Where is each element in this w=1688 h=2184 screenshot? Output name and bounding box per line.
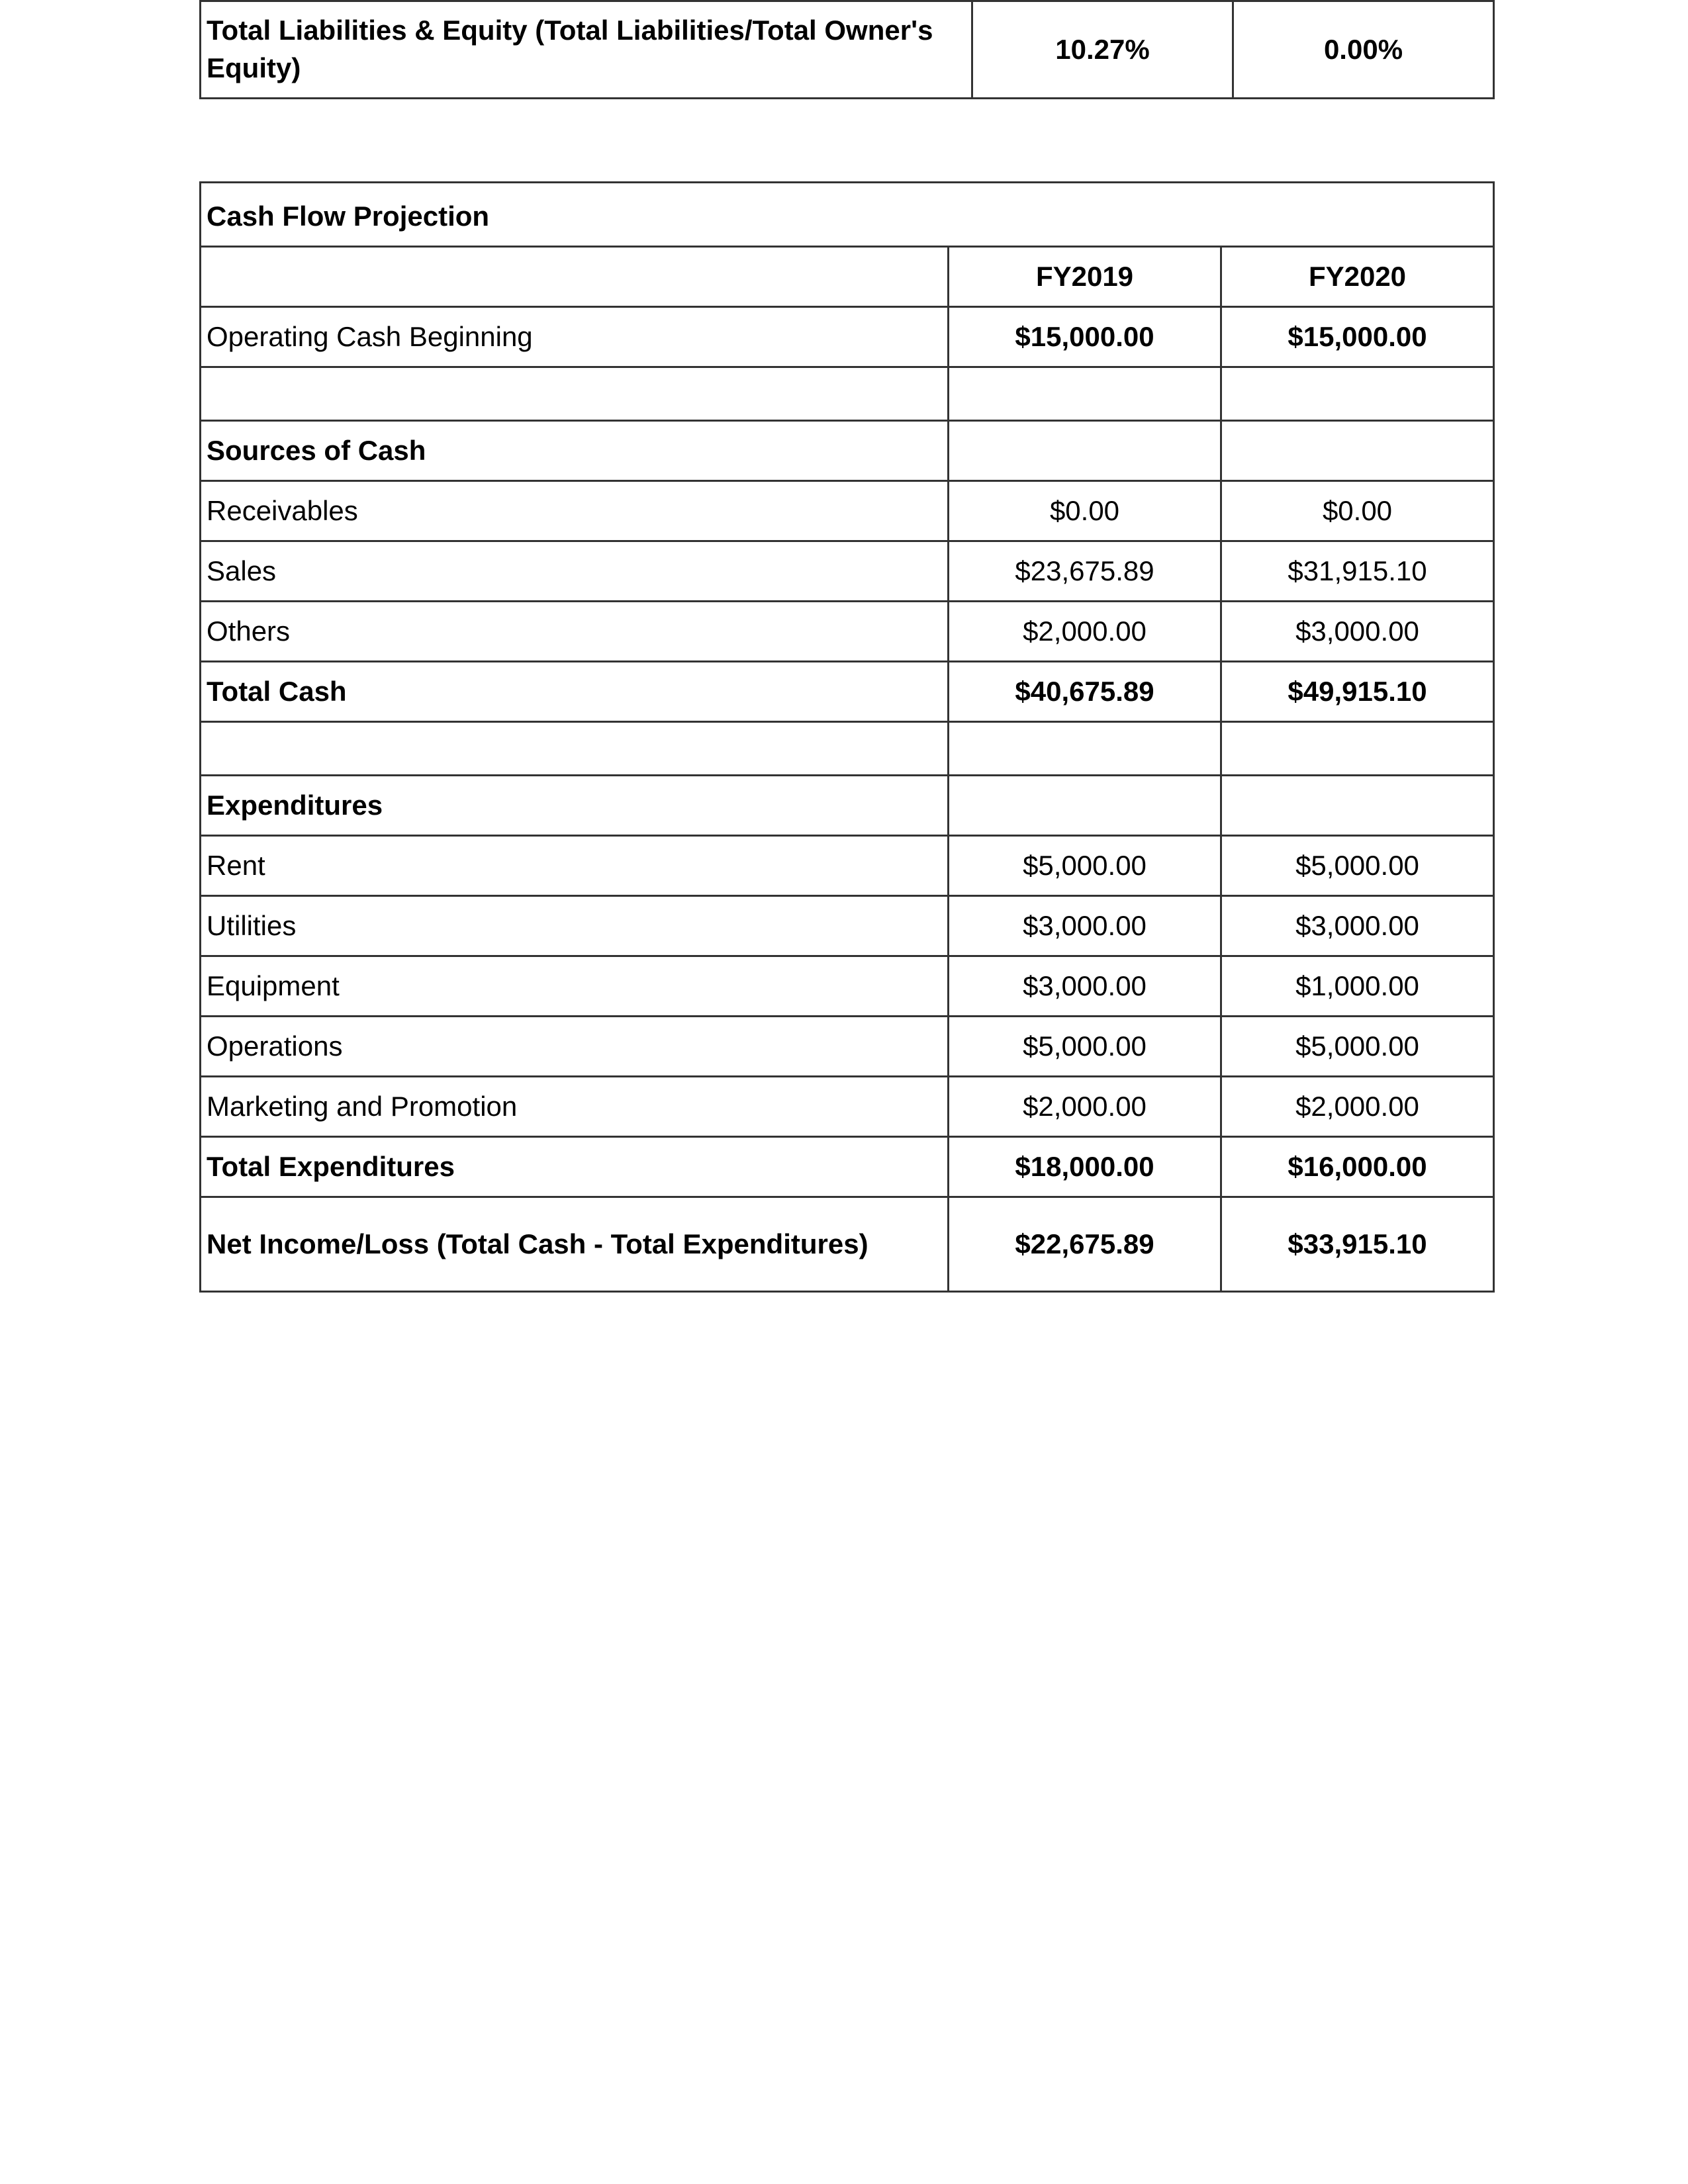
cell-fy2019: $15,000.00 xyxy=(949,307,1221,367)
row-label: Sales xyxy=(201,541,949,602)
table-row xyxy=(201,1077,1494,1137)
empty-cell xyxy=(949,421,1221,481)
table-row xyxy=(201,481,1494,541)
ratio-label: Total Liabilities & Equity (Total Liabilities/Total Owner's Equity) xyxy=(201,1,972,99)
total-expenditures-row xyxy=(201,1137,1494,1197)
section-heading-row xyxy=(201,421,1494,481)
cell-fy2020: $2,000.00 xyxy=(1221,1077,1494,1137)
ratio-table xyxy=(199,0,1495,99)
row-label: Others xyxy=(201,602,949,662)
empty-cell xyxy=(1221,722,1494,776)
cash-flow-table xyxy=(199,181,1495,1293)
row-label: Net Income/Loss (Total Cash - Total Expenditures) xyxy=(201,1197,949,1292)
cell-fy2019: $22,675.89 xyxy=(949,1197,1221,1292)
cell-fy2020: $49,915.10 xyxy=(1221,662,1494,722)
cell-fy2019: $2,000.00 xyxy=(949,602,1221,662)
cell-fy2019: $40,675.89 xyxy=(949,662,1221,722)
table-row xyxy=(201,956,1494,1017)
net-income-row xyxy=(201,1197,1494,1292)
table-row xyxy=(201,896,1494,956)
cell-fy2020: $5,000.00 xyxy=(1221,1017,1494,1077)
cell-fy2020: $15,000.00 xyxy=(1221,307,1494,367)
cell-fy2020: $16,000.00 xyxy=(1221,1137,1494,1197)
empty-cell xyxy=(949,367,1221,421)
expenditures-heading: Expenditures xyxy=(201,776,949,836)
empty-cell xyxy=(1221,367,1494,421)
table-row xyxy=(201,602,1494,662)
table-row xyxy=(201,1017,1494,1077)
cell-fy2020: $31,915.10 xyxy=(1221,541,1494,602)
row-label: Marketing and Promotion xyxy=(201,1077,949,1137)
empty-cell xyxy=(949,722,1221,776)
section-heading-row xyxy=(201,776,1494,836)
sources-heading: Sources of Cash xyxy=(201,421,949,481)
cell-fy2020: $1,000.00 xyxy=(1221,956,1494,1017)
row-label: Receivables xyxy=(201,481,949,541)
cell-fy2020: $0.00 xyxy=(1221,481,1494,541)
row-label: Rent xyxy=(201,836,949,896)
column-header-row xyxy=(201,247,1494,307)
row-label: Total Cash xyxy=(201,662,949,722)
table-row xyxy=(201,541,1494,602)
ratio-value-1: 10.27% xyxy=(972,1,1233,99)
cell-fy2019: $3,000.00 xyxy=(949,896,1221,956)
cell-fy2019: $0.00 xyxy=(949,481,1221,541)
column-header-fy2020: FY2020 xyxy=(1221,247,1494,307)
table-row xyxy=(201,836,1494,896)
empty-cell xyxy=(201,367,949,421)
row-label: Operations xyxy=(201,1017,949,1077)
table-title: Cash Flow Projection xyxy=(201,183,1494,247)
empty-cell xyxy=(201,722,949,776)
cell-fy2019: $5,000.00 xyxy=(949,1017,1221,1077)
spacer-row xyxy=(201,367,1494,421)
operating-cash-row xyxy=(201,307,1494,367)
spacer-row xyxy=(201,722,1494,776)
cell-fy2020: $5,000.00 xyxy=(1221,836,1494,896)
cell-fy2019: $23,675.89 xyxy=(949,541,1221,602)
cell-fy2019: $3,000.00 xyxy=(949,956,1221,1017)
cell-fy2020: $3,000.00 xyxy=(1221,896,1494,956)
empty-cell xyxy=(949,776,1221,836)
table-title-row xyxy=(201,183,1494,247)
ratio-value-2: 0.00% xyxy=(1233,1,1494,99)
header-empty-cell xyxy=(201,247,949,307)
row-label: Total Expenditures xyxy=(201,1137,949,1197)
column-header-fy2019: FY2019 xyxy=(949,247,1221,307)
cell-fy2020: $33,915.10 xyxy=(1221,1197,1494,1292)
row-label: Utilities xyxy=(201,896,949,956)
empty-cell xyxy=(1221,776,1494,836)
row-label: Equipment xyxy=(201,956,949,1017)
cell-fy2019: $2,000.00 xyxy=(949,1077,1221,1137)
total-cash-row xyxy=(201,662,1494,722)
cell-fy2020: $3,000.00 xyxy=(1221,602,1494,662)
row-label: Operating Cash Beginning xyxy=(201,307,949,367)
empty-cell xyxy=(1221,421,1494,481)
table-row xyxy=(201,1,1494,99)
cell-fy2019: $5,000.00 xyxy=(949,836,1221,896)
cell-fy2019: $18,000.00 xyxy=(949,1137,1221,1197)
